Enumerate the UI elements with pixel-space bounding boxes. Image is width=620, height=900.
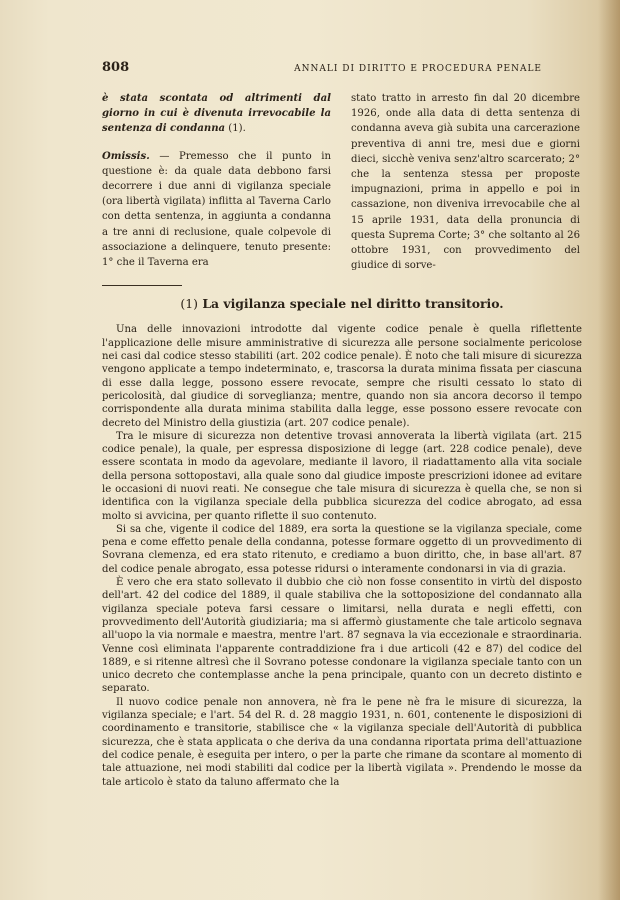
footnote-paragraph: Si sa che, vigente il codice del 1889, era sorta la questione se la vigilanza speciale, come pena e come effetto penale della condanna, potesse formare oggetto di un provvedimento di Sovrana clemenza, ed era stato ritenuto, e crediamo a buon diritto, che, in base all'art. 87 del codice penale abrogato, essa potesse ridursi o interamente condonarsi in via di grazia.	[102, 523, 582, 575]
footnote-paragraph: Il nuovo codice penale non annovera, nè fra le pene nè fra le misure di sicurezza, la vigilanza speciale; e l'art. 54 del R. d. 28 maggio 1931, n. 601, contenente le disposizioni di coordinamento e transitorie, stabilisce che « la vigilanza speciale dell'Autorità di pubblica sicurezza, che è stata applicata o che deriva da una condanna riportata prima dell'attuazione del codice penale, è eseguita per intero, o per la parte che rimane da scontare al momento di tale attuazione, nei modi stabiliti dal codice per la libertà vigilata ». Prendendo le mosse da tale articolo è stato da taluno affermato che la	[102, 696, 582, 788]
left-column	[102, 91, 331, 273]
footnote-body	[102, 323, 582, 788]
two-column-text	[102, 91, 582, 273]
footnote-title	[102, 296, 582, 311]
footnote-paragraph: È vero che era stato sollevato il dubbio che ciò non fosse consentito in virtù del disposto dell'art. 42 del codice del 1889, il quale stabiliva che la sottoposizione del condannato alla vigilanza speciale poteva farsi cessare o limitarsi, nella durata e negli effetti, con provvedimento dell'Autorità giudiziaria; ma si affermò giustamente che tale articolo segnava all'uopo la via normale e maestra, mentre l'art. 87 segnava la via eccezionale e straordinaria. Venne così eliminata l'apparente contraddizione fra i due articoli (42 e 87) del codice del 1889, e si ritenne altresì che il Sovrano potesse condonare la vigilanza speciale tanto con un unico decreto che contemplasse anche la pena principale, quanto con un decreto distinto e separato.	[102, 577, 582, 695]
omissis-text: — Premesso che il punto in questione è: da quale data debbono farsi decorrere i due anni di vigilanza speciale (ora libertà vigilata) inflitta al Taverna Carlo con detta sentenza, in aggiunta a condanna a tre anni di reclusione, quale colpevole di associazione a delinquere, tenuto presente: 1° che il Taverna era	[102, 150, 331, 269]
right-column	[351, 91, 580, 273]
right-column-text: stato tratto in arresto fin dal 20 dicembre 1926, onde alla data di detta sentenza di condanna aveva già subita una carcerazione preventiva di anni tre, mesi due e giorni dieci, sicchè veniva senz'altro scarcerato; 2° che la sentenza stessa per proposte impugnazioni, prima in appello e poi in cassazione, non diveniva irrevocabile che al 15 aprile 1931, data della pronuncia di questa Suprema Corte; 3° che soltanto al 26 ottobre 1931, con provvedimento del giudice di sorve-	[351, 93, 580, 272]
intro-paragraph	[102, 91, 331, 137]
footnote-paragraph: Tra le misure di sicurezza non detentive trovasi annoverata la libertà vigilata (art. 215 codice penale), la quale, per espressa disposizione di legge (art. 228 codice penale), deve essere scontata in modo da agevolare, mediante il lavoro, il riadattamento alla vita sociale della persona sottopostavi, alla quale sono dal giudice imposte prescrizioni idonee ad evitare le occasioni di nuovi reati. Ne consegue che tale misura di sicurezza è quella che, se non si identifica con la vigilanza speciale della pubblica sicurezza del codice abrogato, ad essa molto si avvicina, per quanto riflette il suo contenuto.	[102, 430, 582, 522]
intro-text: è stata scontata od altrimenti dal giorno in cui è divenuta irrevocabile la sentenza di condanna	[102, 93, 331, 135]
page-number: 808	[102, 60, 130, 75]
running-header	[102, 60, 582, 75]
footnote-number: (1)	[180, 296, 198, 312]
footnote-separator	[102, 285, 182, 286]
footnote-reference: (1).	[225, 123, 246, 135]
book-spine-shadow	[598, 0, 620, 900]
omissis-label: Omissis.	[102, 150, 150, 162]
footnote-heading: La vigilanza speciale nel diritto transitorio.	[202, 296, 504, 312]
running-title: ANNALI DI DIRITTO E PROCEDURA PENALE	[294, 64, 542, 74]
omissis-paragraph	[102, 149, 331, 271]
footnote-paragraph: Una delle innovazioni introdotte dal vigente codice penale è quella riflettente l'applicazione delle misure amministrative di sicurezza alle persone socialmente pericolose nei casi dal codice stesso stabiliti (art. 202 codice penale). È noto che tali misure di sicurezza vengono applicate a tempo indeterminato, e, trascorsa la durata minima fissata per ciascuna di esse dalla legge, possono essere revocate, sempre che risulti cessato lo stato di pericolosità, dal giudice di sorveglianza; mentre, quando non sia ancora decorso il tempo corrispondente alla durata minima stabilita dalla legge, esse possono essere revocate con decreto del Ministro della giustizia (art. 207 codice penale).	[102, 324, 582, 429]
